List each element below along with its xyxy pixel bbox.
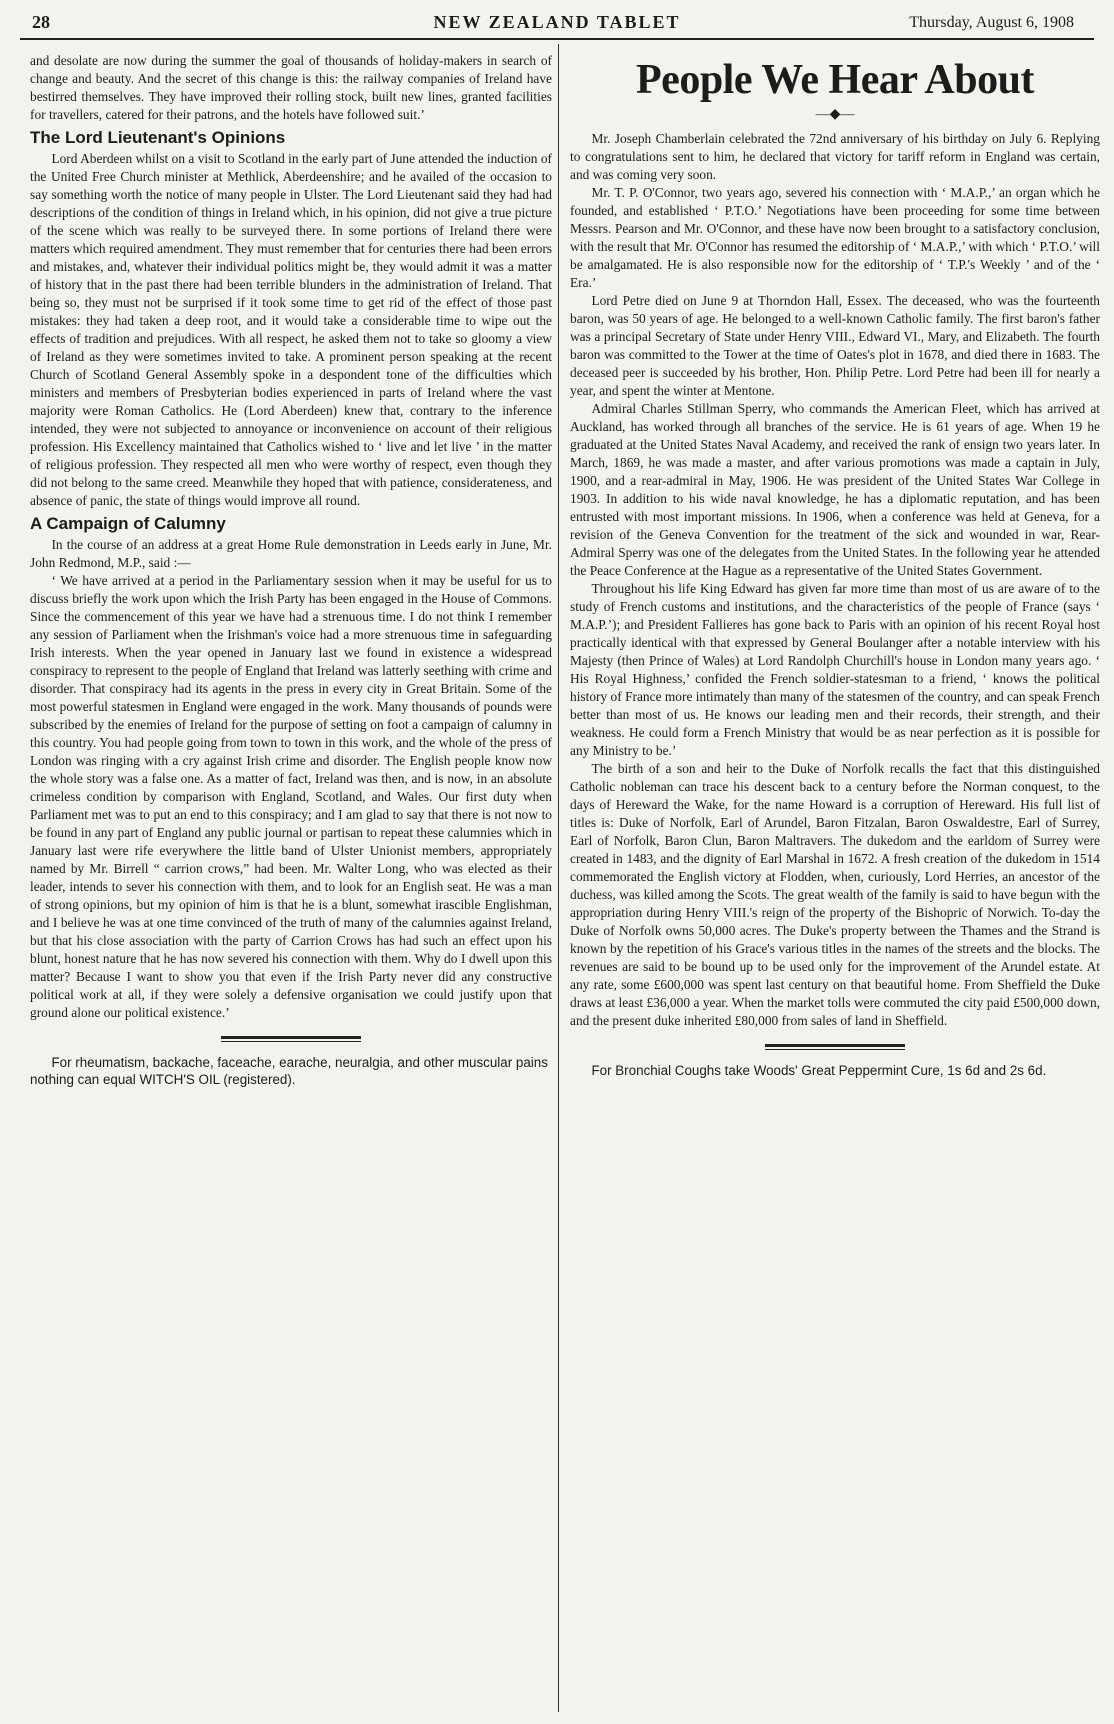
advert-text: For rheumatism, backache, faceache, earache, neuralgia, and other muscular pains nothing can equal WITCH'S OIL (registered).	[30, 1055, 548, 1087]
masthead	[20, 10, 1094, 40]
advert-text: For Bronchial Coughs take Woods' Great Peppermint Cure, 1s 6d and 2s 6d.	[591, 1063, 1047, 1078]
section-heading-lord-lieutenant: The Lord Lieutenant's Opinions	[30, 128, 286, 147]
right-column	[570, 52, 1100, 1712]
article-paragraph: Lord Aberdeen whilst on a visit to Scotland in the early part of June attended the induction of the United Free Church minister at Methlick, Aberdeenshire; and he availed of the occasion to say something worth the notice of many people in Ulster. The Lord Lieutenant said they had had descriptions of the condition of things in Ireland which, in his opinion, did not give a true picture of the scene which was really to be surveyed there. In some portions of Ireland there were matters which required amendment. They must remember that for centuries there had been errors and mistakes, and, whatever their individual politics might be, they would admit it was a matter of history that in the past there had been terrible blunders in the administration of Ireland. That being so, they must not be surprised if it took some time to get rid of the effect of those past mistakes: they had taken a deep root, and it would take a considerable time to wipe out the effects of tradition and prejudices. With all respect, he asked them not to take so gloomy a view of Ireland as they were sometimes invited to take. A prominent person speaking at the recent Church of Scotland General Assembly spoke in a despondent tone of the difficulties which ministers and members of Presbyterian bodies experienced in parts of Ireland where the vast majority were Roman Catholics. He (Lord Aberdeen) knew that, contrary to the inference intended, they were not subjected to annoyance or inconvenience on account of their religious profession. His Excellency maintained that Catholics wished to ‘ live and let live ’ in the matter of religious profession. They respected all men who were worthy of respect, even though they did not belong to the same creed. Meanwhile they hoped that with patience, considerateness, and absence of panic, the state of things would improve all round.	[30, 151, 552, 508]
section-heading-calumny: A Campaign of Calumny	[30, 514, 226, 533]
left-column	[30, 52, 552, 1712]
article-quote: ‘ We have arrived at a period in the Parliamentary session when it may be useful for us to discuss briefly the work upon which the Irish Party has been engaged in the House of Commons. Since the commencement of this year we have had a strenuous time. I do not think I remember any session of Parliament when the Irishman's voice had a more strenuous time in safeguarding Irish interests. When the year opened in January last we found in existence a widespread conspiracy to represent to the people of England that Ireland was latterly seething with crime and disorder. That conspiracy had its agents in the press in every city in Great Britain. Some of the most powerful statesmen in England were engaged in the work. Many thousands of pounds were subscribed by the enemies of Ireland for the purpose of setting on foot a campaign of calumny in this country. You had people going from town to town in this work, and the whole of the press of London was ringing with a cry against Irish crime and disorder. The English people know now the whole story was a false one. As a matter of fact, Ireland was then, and is now, in an absolute crimeless condition by comparison with England, Scotland, and Wales. Our first duty when Parliament met was to put an end to this conspiracy; and I am glad to say that there is not now to be found in any part of England any public journal or partisan to repeat these calumnies which in January last were rife everywhere the little band of Ulster Unionist members, appropriately named by Mr. Birrell “ carrion crows,” had been. Mr. Walter Long, who was elected as their leader, intends to sever his connection with them, and to look for an English seat. He was a man of strong opinions, but my opinion of him is that he is a blunt, somewhat irascible Englishman, and I believe he was at one time convinced of the truth of many of the calumnies against Ireland, but that his close association with the party of Carrion Crows has had such an effect upon his blunt, honest nature that he has now severed his connection with them. Why do I dwell upon this matter? Because I want to show you that even if the Irish Party never did any constructive political work at all, if they were solely a defensive organisation we could justify upon that ground alone our political existence.’	[30, 573, 552, 1020]
ornament: —◆—	[815, 107, 855, 122]
separator-rule	[765, 1044, 905, 1050]
article-paragraph: In the course of an address at a great Home Rule demonstration in Leeds early in June, Mr. John Redmond, M.P., said :—	[30, 537, 552, 570]
issue-date: Thursday, August 6, 1908	[909, 14, 1074, 31]
separator-rule	[221, 1036, 361, 1042]
page-number: 28	[32, 12, 50, 32]
advertisement-witchs-oil	[30, 1054, 552, 1088]
article-paragraph: Admiral Charles Stillman Sperry, who commands the American Fleet, which has arrived at Auckland, has worked through all branches of the service. He is 61 years of age. When 19 he graduated at the United States Naval Academy, and received the rank of ensign two years later. In March, 1869, he was made a master, and after various promotions was made a captain in July, 1900, and a rear-admiral in May, 1906. He was president of the United States War College in 1903. In addition to his wide naval knowledge, he has a diplomatic reputation, and has been entrusted with most important missions. In 1906, when a conference was held at Geneva, for a revision of the Geneva Convention for the treatment of the sick and wounded in war, Rear-Admiral Sperry was one of the delegates from the United States. In the following year he attended the Peace Conference at the Hague as a representative of the United States Government.	[570, 401, 1100, 578]
publication-title: NEW ZEALAND TABLET	[433, 12, 681, 32]
article-paragraph: Mr. Joseph Chamberlain celebrated the 72nd anniversary of his birthday on July 6. Replying to congratulations sent to him, he declared that victory for tariff reform in England was certain, and was coming very soon.	[570, 131, 1100, 182]
section-title-people: People We Hear About	[636, 57, 1034, 103]
article-paragraph: Mr. T. P. O'Connor, two years ago, severed his connection with ‘ M.A.P.,’ an organ which he founded, and established ‘ P.T.O.’ Negotiations have been proceeding for some time between Messrs. Pearson and Mr. O'Connor, and these have now been brought to a satisfactory conclusion, with the result that Mr. O'Connor has resumed the editorship of ‘ M.A.P.,’ with which ‘ P.T.O.’ will be amalgamated. He is also responsible now for the editorship of ‘ T.P.'s Weekly ’ and of the ‘ Era.’	[570, 185, 1100, 290]
article-paragraph: Throughout his life King Edward has given far more time than most of us are aware of to the study of French customs and institutions, and the characteristics of the people of France (says ‘ M.A.P.’); and President Fallieres has gone back to Paris with an opinion of his recent Royal host practically identical with that expressed by General Boulanger after a notable interview with his Majesty (then Prince of Wales) at Lord Randolph Churchill's house in London many years ago. ‘ His Royal Highness,’ confided the French soldier-statesman to a friend, ‘ knows the political history of France more intimately than many of the statesmen of the country, and can speak French better than most of us. He knows our leading men and their records, their strength, and their weakness. He could form a French Ministry that would be as near perfection as it is possible for any Ministry to be.’	[570, 581, 1100, 758]
column-divider	[558, 44, 559, 1712]
advertisement-peppermint-cure	[570, 1062, 1100, 1079]
article-paragraph: Lord Petre died on June 9 at Thorndon Hall, Essex. The deceased, who was the fourteenth baron, was 50 years of age. He belonged to a well-known Catholic family. The first baron's father was a principal Secretary of State under Henry VIII., Edward VI., Mary, and Elizabeth. The fourth baron was committed to the Tower at the time of Oates's plot in 1678, and died there in 1683. The deceased peer is succeeded by his brother, Hon. Philip Petre. Lord Petre had been ill for nearly a year, and spent the winter at Mentone.	[570, 293, 1100, 398]
intro-paragraph: and desolate are now during the summer the goal of thousands of holiday-makers in search of change and beauty. And the secret of this change is this: the railway companies of Ireland have bestirred themselves. They have improved their rolling stock, built new lines, granted facilities for travellers, catered for their patrons, and the hotels have followed suit.’	[30, 53, 552, 122]
article-paragraph: The birth of a son and heir to the Duke of Norfolk recalls the fact that this distinguished Catholic nobleman can trace his descent back to a century before the Norman conquest, to the days of Hereward the Wake, for the name Howard is a corruption of Hereward. His full list of titles is: Duke of Norfolk, Earl of Arundel, Baron Fitzalan, Baron Oswaldestre, Earl of Surrey, Earl of Norfolk, Baron Clun, Baron Maltravers. The dukedom and the earldom of Surrey were created in 1483, and the dignity of Earl Marshal in 1672. A fresh creation of the dukedom in 1514 commemorated the English victory at Flodden, when, curiously, Lord Herries, an ancestor of the duchess, was killed among the Scots. The great wealth of the family is said to have begun with the appropriation during Henry VIII.'s reign of the property of the Bishopric of Norwich. To-day the Duke of Norfolk owns 50,000 acres. The Duke's property between the Thames and the Strand is known by the repetition of his Grace's various titles in the names of the streets and the blocks. The revenues are said to be bound up to be used only for the improvement of the Arundel estate. At any rate, some £600,000 was spent last century on that beautiful home. From Sheffield the Duke draws at least £36,000 a year. When the market tolls were commuted the city paid £500,000 down, and the present duke inherited £80,000 from sales of land in Sheffield.	[570, 761, 1100, 1028]
